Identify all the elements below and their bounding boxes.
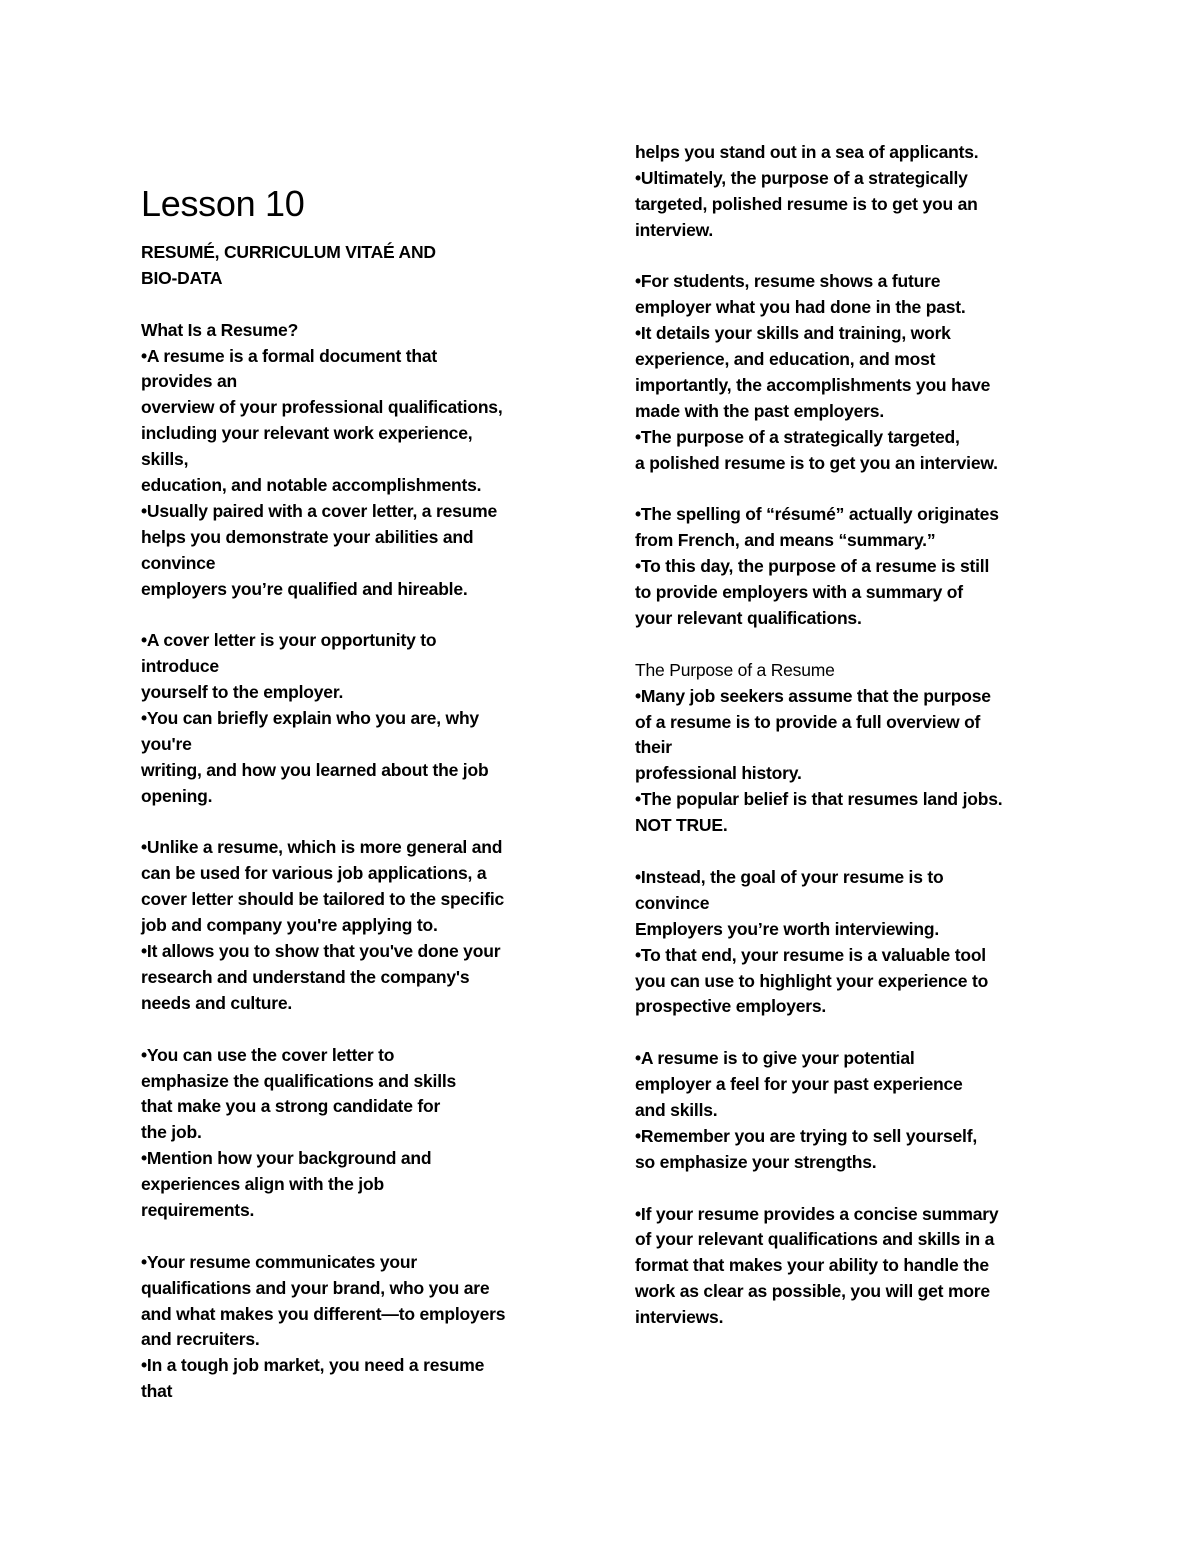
paragraph (141, 628, 581, 809)
text-line: of your relevant qualifications and skills in a (635, 1229, 995, 1250)
text-line: •A cover letter is your opportunity to (141, 630, 437, 651)
text-line: •A resume is to give your potential (635, 1048, 915, 1069)
text-line: prospective employers. (635, 996, 827, 1017)
text-line: including your relevant work experience, (141, 423, 473, 444)
paragraph-gap (141, 1224, 581, 1250)
text-line: yourself to the employer. (141, 682, 344, 703)
text-line: •For students, resume shows a future (635, 271, 941, 292)
text-line: their (635, 737, 672, 758)
text-line: job and company you're applying to. (141, 915, 438, 936)
text-line: •Mention how your background and (141, 1148, 432, 1169)
text-line: that make you a strong candidate for (141, 1096, 441, 1117)
text-line: format that makes your ability to handle the (635, 1255, 989, 1276)
paragraph (635, 658, 1075, 839)
text-line: •Instead, the goal of your resume is to (635, 866, 944, 887)
subheading-line: What Is a Resume? (141, 319, 299, 340)
text-line: convince (141, 552, 216, 573)
paragraph-gap (141, 810, 581, 836)
paragraph (635, 1046, 1075, 1175)
paragraph-gap (635, 244, 1075, 270)
text-line: to provide employers with a summary of (635, 582, 963, 603)
text-line: helps you demonstrate your abilities and (141, 526, 474, 547)
text-line: importantly, the accomplishments you have (635, 375, 991, 396)
paragraph (635, 140, 1075, 244)
text-line: •The spelling of “résumé” actually originates (635, 504, 999, 525)
text-line: that (141, 1381, 173, 1402)
text-line: research and understand the company's (141, 966, 470, 987)
text-line: •The purpose of a strategically targeted, (635, 426, 960, 447)
text-line: your relevant qualifications. (635, 608, 862, 629)
paragraph-gap (141, 292, 581, 318)
text-line: •Many job seekers assume that the purpose (635, 685, 991, 706)
text-line: emphasize the qualifications and skills (141, 1070, 457, 1091)
text-line: RESUMÉ, CURRICULUM VITAÉ AND (141, 242, 436, 262)
subheading-line: The Purpose of a Resume (635, 659, 835, 680)
text-line: a polished resume is to get you an interview. (635, 452, 998, 473)
text-line: qualifications and your brand, who you are (141, 1277, 490, 1298)
paragraph (635, 1202, 1075, 1331)
paragraph (141, 318, 581, 603)
text-line: provides an (141, 371, 238, 392)
text-line: skills, (141, 449, 189, 470)
text-line: •If your resume provides a concise summary (635, 1203, 999, 1224)
text-line: •In a tough job market, you need a resume (141, 1355, 485, 1376)
text-line: convince (635, 892, 710, 913)
text-line: can be used for various job applications, a (141, 863, 487, 884)
paragraph-gap (141, 602, 581, 628)
text-line: made with the past employers. (635, 400, 884, 421)
text-line: employers you’re qualified and hireable. (141, 578, 468, 599)
paragraph-gap (635, 839, 1075, 865)
text-line: experience, and education, and most (635, 349, 936, 370)
text-line: employer a feel for your past experience (635, 1074, 963, 1095)
text-line: work as clear as possible, you will get more (635, 1281, 990, 1302)
text-line: needs and culture. (141, 992, 293, 1013)
text-line: •Unlike a resume, which is more general and (141, 837, 503, 858)
paragraph-gap (635, 477, 1075, 503)
text-line: •It details your skills and training, work (635, 323, 951, 344)
text-line: experiences align with the job (141, 1174, 384, 1195)
text-line: opening. (141, 785, 213, 806)
text-line: BIO-DATA (141, 267, 223, 288)
paragraph-gap (635, 1020, 1075, 1046)
lesson-title: Lesson 10 (141, 183, 305, 224)
paragraph (635, 865, 1075, 1020)
text-line: •To this day, the purpose of a resume is still (635, 556, 990, 577)
text-line: •Your resume communicates your (141, 1251, 417, 1272)
paragraph-gap (635, 632, 1075, 658)
text-line: Employers you’re worth interviewing. (635, 918, 939, 939)
text-line: and recruiters. (141, 1329, 260, 1350)
text-line: helps you stand out in a sea of applicants. (635, 142, 979, 162)
text-line: •The popular belief is that resumes land jobs. (635, 789, 1003, 810)
text-line: the job. (141, 1122, 202, 1143)
text-line: overview of your professional qualifications, (141, 397, 503, 418)
text-line: introduce (141, 656, 219, 677)
text-line: •Ultimately, the purpose of a strategically (635, 167, 968, 188)
paragraph-gap (635, 1176, 1075, 1202)
section-heading (141, 240, 581, 292)
text-line: of a resume is to provide a full overview of (635, 711, 981, 732)
left-column (141, 240, 581, 1405)
text-line: •A resume is a formal document that (141, 345, 438, 366)
text-line: NOT TRUE. (635, 815, 728, 836)
text-line: •To that end, your resume is a valuable tool (635, 944, 986, 965)
text-line: targeted, polished resume is to get you an (635, 193, 978, 214)
text-line: requirements. (141, 1199, 255, 1220)
text-line: and skills. (635, 1099, 718, 1120)
text-line: interviews. (635, 1307, 724, 1328)
text-line: you're (141, 733, 192, 754)
text-line: so emphasize your strengths. (635, 1151, 877, 1172)
text-line: interview. (635, 219, 714, 240)
paragraph-gap (141, 1017, 581, 1043)
text-line: •You can briefly explain who you are, why (141, 708, 479, 729)
text-line: and what makes you different—to employers (141, 1303, 506, 1324)
paragraph (141, 1043, 581, 1224)
text-line: cover letter should be tailored to the specific (141, 889, 505, 910)
paragraph (141, 1250, 581, 1405)
text-line: professional history. (635, 763, 802, 784)
text-line: from French, and means “summary.” (635, 530, 936, 551)
paragraph (635, 269, 1075, 476)
text-line: writing, and how you learned about the job (141, 759, 489, 780)
text-line: you can use to highlight your experience to (635, 970, 989, 991)
right-column (635, 140, 1075, 1331)
text-line: •It allows you to show that you've done your (141, 941, 501, 962)
text-line: •Remember you are trying to sell yourself, (635, 1125, 978, 1146)
text-line: •You can use the cover letter to (141, 1044, 395, 1065)
text-line: education, and notable accomplishments. (141, 475, 482, 496)
text-line: employer what you had done in the past. (635, 297, 966, 318)
paragraph (141, 835, 581, 1016)
text-line: •Usually paired with a cover letter, a resume (141, 500, 498, 521)
paragraph (635, 502, 1075, 631)
